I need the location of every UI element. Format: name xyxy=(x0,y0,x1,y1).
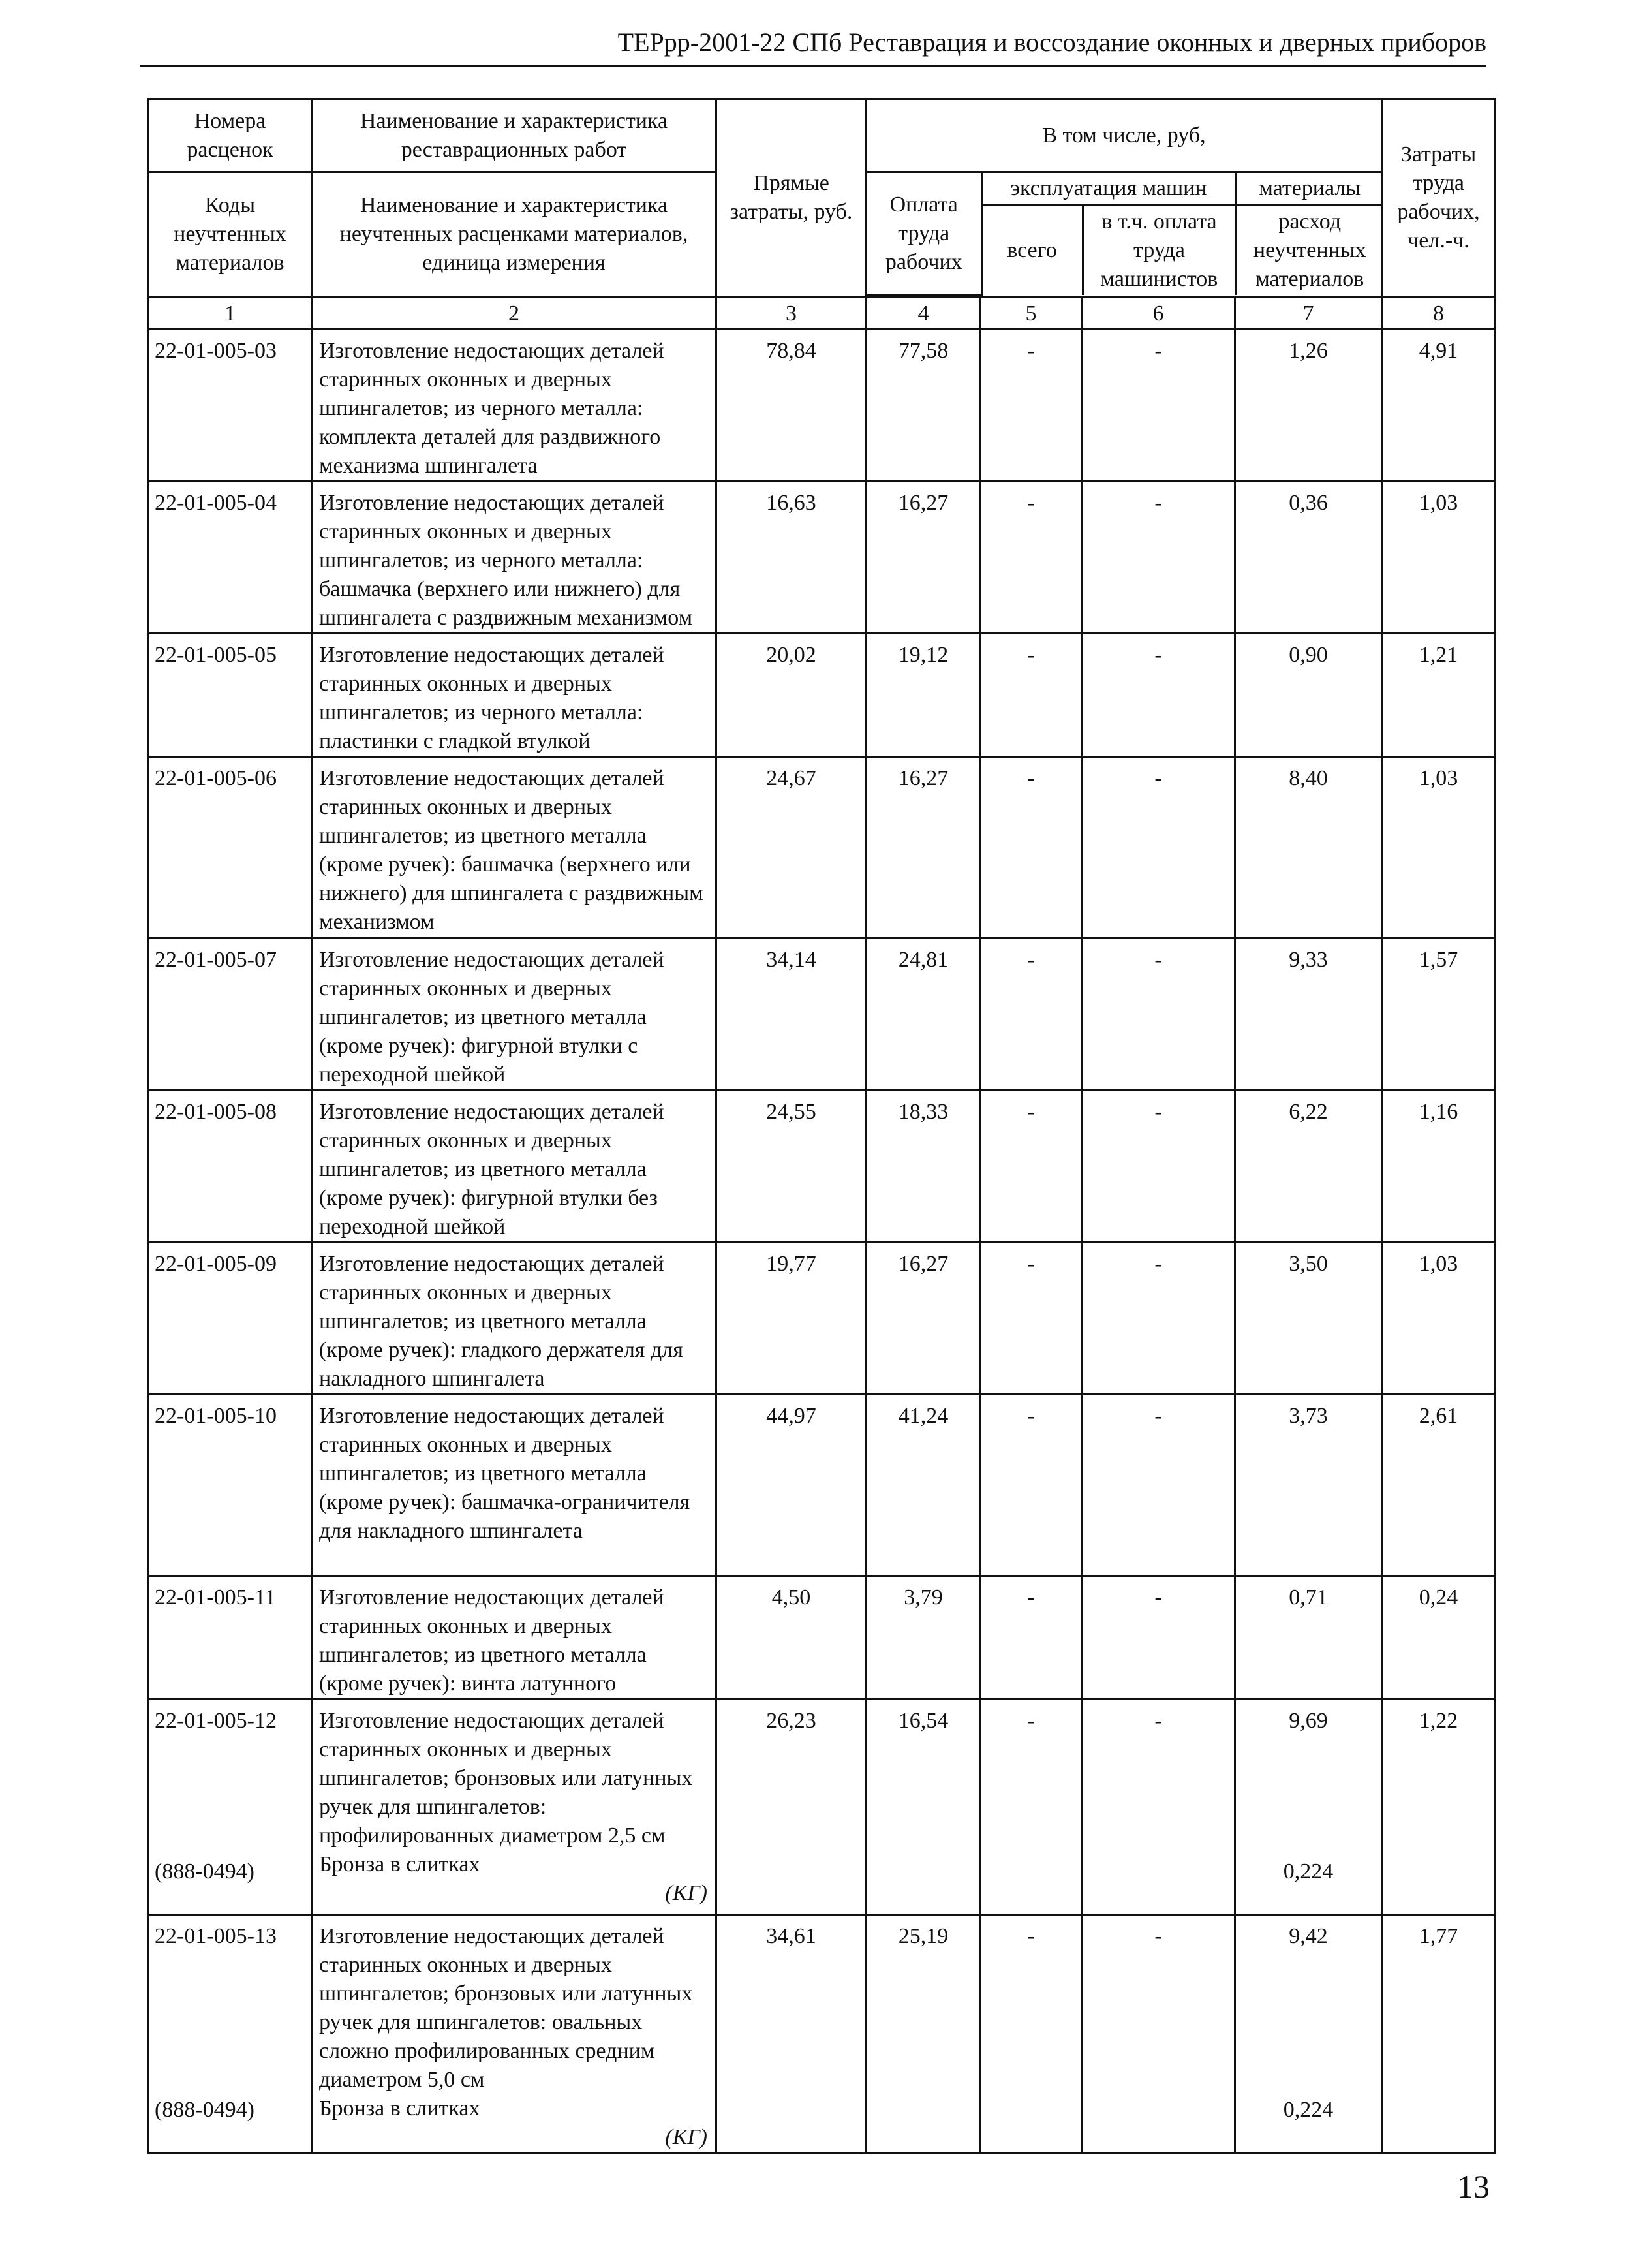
materials-cost-cell xyxy=(1235,1914,1382,2152)
rate-code-cell xyxy=(149,938,312,1090)
materials-cost-cell xyxy=(1235,633,1382,756)
worker-pay: 16,27 xyxy=(898,1251,949,1276)
machines-total-cell xyxy=(981,633,1082,756)
rate-code-cell xyxy=(149,481,312,633)
header-col1-bottom: Коды неучтенных материалов xyxy=(149,172,312,298)
worker-pay-cell xyxy=(867,481,981,633)
direct-costs: 78,84 xyxy=(766,338,816,363)
header-labor-hours: Затраты труда рабочих, чел.-ч. xyxy=(1382,99,1496,298)
worker-pay: 16,27 xyxy=(898,766,949,790)
machinist-pay: - xyxy=(1154,766,1162,790)
header-col2-bottom: Наименование и характеристика неучтенных расценками материалов, единица измерения xyxy=(312,172,716,298)
materials-cost-cell xyxy=(1235,481,1382,633)
material-code: (888-0494) xyxy=(155,2097,254,2122)
table-row xyxy=(149,1394,1496,1576)
machinist-pay: - xyxy=(1154,1099,1162,1124)
worker-pay-cell xyxy=(867,633,981,756)
machines-total: - xyxy=(1027,338,1035,363)
direct-costs-cell xyxy=(716,1394,867,1576)
worker-pay: 77,58 xyxy=(898,338,949,363)
rate-code: 22-01-005-05 xyxy=(155,642,277,667)
direct-costs-cell xyxy=(716,481,867,633)
machines-total-cell xyxy=(981,1699,1082,1914)
labor-hours: 1,03 xyxy=(1419,1251,1458,1276)
machines-total: - xyxy=(1027,1708,1035,1733)
table-row xyxy=(149,756,1496,938)
work-description: Изготовление недостающих деталей старинных оконных и дверных шпингалетов; из цветного металла (кроме ручек): фигурной втулки с переходной шейкой xyxy=(319,947,664,1087)
materials-cost: 9,42 xyxy=(1289,1923,1328,1948)
machines-total-cell xyxy=(981,756,1082,938)
material-name: Бронза в слитках xyxy=(319,2096,480,2120)
direct-costs-cell xyxy=(716,329,867,481)
work-description: Изготовление недостающих деталей старинных оконных и дверных шпингалетов; бронзовых или латунных ручек для шпингалетов: профилированных диаметром 2,5 см xyxy=(319,1708,693,1848)
rate-code-cell xyxy=(149,756,312,938)
work-description-cell xyxy=(312,1242,716,1394)
column-number: 5 xyxy=(981,297,1082,329)
machinist-pay: - xyxy=(1154,1923,1162,1948)
worker-pay: 41,24 xyxy=(898,1403,949,1428)
worker-pay: 3,79 xyxy=(904,1585,943,1609)
rate-code: 22-01-005-13 xyxy=(155,1923,277,1948)
work-description: Изготовление недостающих деталей старинных оконных и дверных шпингалетов; из цветного металла (кроме ручек): башмачка (верхнего или нижнего) для шпингалета с раздвижным механизмом xyxy=(319,766,703,934)
labor-hours-cell xyxy=(1382,633,1496,756)
work-description: Изготовление недостающих деталей старинных оконных и дверных шпингалетов; бронзовых или латунных ручек для шпингалетов: овальных сложно профилированных средним диаметром 5,0 см xyxy=(319,1923,693,2092)
work-description-cell xyxy=(312,633,716,756)
machines-total-cell xyxy=(981,1394,1082,1576)
work-description: Изготовление недостающих деталей старинных оконных и дверных шпингалетов; из цветного металла (кроме ручек): башмачка-ограничителя для накладного шпингалета xyxy=(319,1403,690,1543)
table-row xyxy=(149,1090,1496,1242)
labor-hours-cell xyxy=(1382,756,1496,938)
direct-costs: 4,50 xyxy=(771,1585,811,1609)
worker-pay: 16,54 xyxy=(898,1708,949,1733)
labor-hours-cell xyxy=(1382,938,1496,1090)
direct-costs: 26,23 xyxy=(766,1708,816,1733)
rate-code: 22-01-005-11 xyxy=(155,1585,276,1609)
labor-hours: 1,77 xyxy=(1419,1923,1458,1948)
machinist-pay-cell xyxy=(1082,481,1235,633)
materials-cost: 0,71 xyxy=(1289,1585,1328,1609)
materials-cost-cell xyxy=(1235,756,1382,938)
labor-hours: 1,03 xyxy=(1419,490,1458,515)
header-materials: материалы xyxy=(1236,173,1383,206)
labor-hours-cell xyxy=(1382,1242,1496,1394)
machines-total-cell xyxy=(981,329,1082,481)
work-description: Изготовление недостающих деталей старинных оконных и дверных шпингалетов; из черного металла: башмачка (верхнего или нижнего) для шпингалета с раздвижным механизмом xyxy=(319,490,693,630)
material-code: (888-0494) xyxy=(155,1859,254,1884)
work-description-cell xyxy=(312,756,716,938)
labor-hours-cell xyxy=(1382,1090,1496,1242)
column-number: 3 xyxy=(716,297,867,329)
machines-total: - xyxy=(1027,1923,1035,1948)
material-name: Бронза в слитках xyxy=(319,1852,480,1876)
material-quantity: 0,224 xyxy=(1283,1859,1334,1884)
direct-costs-cell xyxy=(716,1242,867,1394)
header-direct-costs: Прямые затраты, руб. xyxy=(716,99,867,298)
header-worker-pay: Оплата труда рабочих xyxy=(867,173,981,295)
rate-code-cell xyxy=(149,1699,312,1914)
rate-code: 22-01-005-04 xyxy=(155,490,277,515)
table-row xyxy=(149,329,1496,481)
direct-costs: 16,63 xyxy=(766,490,816,515)
material-unit: (КГ) xyxy=(665,1880,707,1905)
labor-hours-cell xyxy=(1382,481,1496,633)
header-unaccounted-materials: расход неучтенных материалов xyxy=(1236,206,1383,296)
material-quantity: 0,224 xyxy=(1283,2097,1334,2122)
machinist-pay-cell xyxy=(1082,1090,1235,1242)
labor-hours: 1,22 xyxy=(1419,1708,1458,1733)
labor-hours-cell xyxy=(1382,1576,1496,1699)
worker-pay: 16,27 xyxy=(898,490,949,515)
worker-pay: 25,19 xyxy=(898,1923,949,1948)
header-group: В том числе, руб, xyxy=(867,99,1382,172)
labor-hours: 1,57 xyxy=(1419,947,1458,972)
machinist-pay: - xyxy=(1154,338,1162,363)
materials-cost: 9,33 xyxy=(1289,947,1328,972)
work-description-cell xyxy=(312,1576,716,1699)
machines-total: - xyxy=(1027,1585,1035,1609)
work-description: Изготовление недостающих деталей старинных оконных и дверных шпингалетов; из черного металла: комплекта деталей для раздвижного механизма шпингалета xyxy=(319,338,664,478)
direct-costs: 24,67 xyxy=(766,766,816,790)
rate-code-cell xyxy=(149,1242,312,1394)
rate-code: 22-01-005-06 xyxy=(155,766,277,790)
materials-cost-cell xyxy=(1235,1242,1382,1394)
labor-hours: 0,24 xyxy=(1419,1585,1458,1609)
machines-total: - xyxy=(1027,490,1035,515)
rate-code: 22-01-005-10 xyxy=(155,1403,277,1428)
rate-code: 22-01-005-09 xyxy=(155,1251,277,1276)
work-description-cell xyxy=(312,1394,716,1576)
rate-code-cell xyxy=(149,1914,312,2152)
header-col2-top: Наименование и характеристика реставрационных работ xyxy=(312,99,716,172)
materials-cost-cell xyxy=(1235,329,1382,481)
machinist-pay-cell xyxy=(1082,1394,1235,1576)
rate-code: 22-01-005-07 xyxy=(155,947,277,972)
worker-pay-cell xyxy=(867,329,981,481)
machines-total: - xyxy=(1027,642,1035,667)
labor-hours-cell xyxy=(1382,1394,1496,1576)
page-number: 13 xyxy=(1457,2168,1490,2205)
labor-hours-cell xyxy=(1382,1699,1496,1914)
rate-code: 22-01-005-08 xyxy=(155,1099,277,1124)
machinist-pay: - xyxy=(1154,642,1162,667)
machinist-pay: - xyxy=(1154,490,1162,515)
rate-code-cell xyxy=(149,329,312,481)
machinist-pay: - xyxy=(1154,1708,1162,1733)
materials-cost-cell xyxy=(1235,938,1382,1090)
table-header xyxy=(149,99,1496,330)
rate-code: 22-01-005-03 xyxy=(155,338,277,363)
labor-hours: 1,03 xyxy=(1419,766,1458,790)
work-description: Изготовление недостающих деталей старинных оконных и дверных шпингалетов; из черного металла: пластинки с гладкой втулкой xyxy=(319,642,664,753)
machinist-pay: - xyxy=(1154,947,1162,972)
worker-pay: 19,12 xyxy=(898,642,949,667)
work-description: Изготовление недостающих деталей старинных оконных и дверных шпингалетов; из цветного металла (кроме ручек): винта латунного xyxy=(319,1585,664,1696)
rate-code-cell xyxy=(149,633,312,756)
materials-cost: 0,90 xyxy=(1289,642,1328,667)
machinist-pay: - xyxy=(1154,1403,1162,1428)
direct-costs-cell xyxy=(716,633,867,756)
direct-costs-cell xyxy=(716,938,867,1090)
materials-cost: 0,36 xyxy=(1289,490,1328,515)
materials-cost: 9,69 xyxy=(1289,1708,1328,1733)
header-machines-total: всего xyxy=(981,206,1083,296)
price-table xyxy=(147,98,1496,2154)
table-row xyxy=(149,938,1496,1090)
header-subgroup xyxy=(867,173,1383,296)
materials-cost-cell xyxy=(1235,1699,1382,1914)
machines-total: - xyxy=(1027,1251,1035,1276)
worker-pay-cell xyxy=(867,1394,981,1576)
labor-hours-cell xyxy=(1382,329,1496,481)
machinist-pay-cell xyxy=(1082,1699,1235,1914)
worker-pay: 18,33 xyxy=(898,1099,949,1124)
running-header: ТЕРрр-2001-22 СПб Реставрация и воссоздание оконных и дверных приборов xyxy=(140,26,1486,67)
labor-hours: 4,91 xyxy=(1419,338,1458,363)
material-unit: (КГ) xyxy=(665,2124,707,2149)
worker-pay-cell xyxy=(867,1576,981,1699)
materials-cost: 3,50 xyxy=(1289,1251,1328,1276)
direct-costs-cell xyxy=(716,756,867,938)
labor-hours: 1,16 xyxy=(1419,1099,1458,1124)
table-row xyxy=(149,481,1496,633)
direct-costs: 34,61 xyxy=(766,1923,816,1948)
machines-total-cell xyxy=(981,481,1082,633)
labor-hours: 2,61 xyxy=(1419,1403,1458,1428)
machines-total-cell xyxy=(981,938,1082,1090)
materials-cost-cell xyxy=(1235,1090,1382,1242)
work-description-cell xyxy=(312,1699,716,1914)
header-machinist-pay: в т.ч. оплата труда машинистов xyxy=(1083,206,1236,296)
machines-total: - xyxy=(1027,1099,1035,1124)
column-number: 2 xyxy=(312,297,716,329)
machines-total-cell xyxy=(981,1090,1082,1242)
machinist-pay-cell xyxy=(1082,1576,1235,1699)
table-row xyxy=(149,633,1496,756)
header-col1-top: Номера расценок xyxy=(149,99,312,172)
machines-total-cell xyxy=(981,1242,1082,1394)
labor-hours: 1,21 xyxy=(1419,642,1458,667)
materials-cost: 8,40 xyxy=(1289,766,1328,790)
direct-costs-cell xyxy=(716,1090,867,1242)
machines-total: - xyxy=(1027,1403,1035,1428)
machines-total-cell xyxy=(981,1914,1082,2152)
worker-pay-cell xyxy=(867,756,981,938)
column-number: 8 xyxy=(1382,297,1496,329)
direct-costs: 34,14 xyxy=(766,947,816,972)
table-row xyxy=(149,1699,1496,1914)
machines-total-cell xyxy=(981,1576,1082,1699)
work-description-cell xyxy=(312,481,716,633)
rate-code-cell xyxy=(149,1576,312,1699)
machines-total: - xyxy=(1027,766,1035,790)
header-machines: эксплуатация машин xyxy=(981,173,1236,206)
machinist-pay: - xyxy=(1154,1585,1162,1609)
worker-pay-cell xyxy=(867,1914,981,2152)
work-description-cell xyxy=(312,1090,716,1242)
worker-pay: 24,81 xyxy=(898,947,949,972)
work-description: Изготовление недостающих деталей старинных оконных и дверных шпингалетов; из цветного металла (кроме ручек): гладкого держателя для накладного шпингалета xyxy=(319,1251,683,1391)
rate-code-cell xyxy=(149,1394,312,1576)
machinist-pay-cell xyxy=(1082,633,1235,756)
column-number: 1 xyxy=(149,297,312,329)
work-description-cell xyxy=(312,938,716,1090)
table-body xyxy=(149,329,1496,2152)
materials-cost: 3,73 xyxy=(1289,1403,1328,1428)
column-number: 6 xyxy=(1082,297,1235,329)
column-number: 4 xyxy=(867,297,981,329)
column-number: 7 xyxy=(1235,297,1382,329)
labor-hours-cell xyxy=(1382,1914,1496,2152)
materials-cost: 1,26 xyxy=(1289,338,1328,363)
direct-costs: 20,02 xyxy=(766,642,816,667)
worker-pay-cell xyxy=(867,1090,981,1242)
materials-cost: 6,22 xyxy=(1289,1099,1328,1124)
machinist-pay-cell xyxy=(1082,1914,1235,2152)
machinist-pay-cell xyxy=(1082,938,1235,1090)
direct-costs-cell xyxy=(716,1914,867,2152)
worker-pay-cell xyxy=(867,1242,981,1394)
worker-pay-cell xyxy=(867,1699,981,1914)
machines-total: - xyxy=(1027,947,1035,972)
direct-costs-cell xyxy=(716,1576,867,1699)
column-number-row xyxy=(149,297,1496,329)
work-description-cell xyxy=(312,329,716,481)
machinist-pay: - xyxy=(1154,1251,1162,1276)
table-row xyxy=(149,1576,1496,1699)
direct-costs: 44,97 xyxy=(766,1403,816,1428)
materials-cost-cell xyxy=(1235,1394,1382,1576)
direct-costs: 19,77 xyxy=(766,1251,816,1276)
materials-cost-cell xyxy=(1235,1576,1382,1699)
rate-code: 22-01-005-12 xyxy=(155,1708,277,1733)
table-row xyxy=(149,1242,1496,1394)
rate-code-cell xyxy=(149,1090,312,1242)
machinist-pay-cell xyxy=(1082,329,1235,481)
direct-costs: 24,55 xyxy=(766,1099,816,1124)
table-row xyxy=(149,1914,1496,2152)
worker-pay-cell xyxy=(867,938,981,1090)
direct-costs-cell xyxy=(716,1699,867,1914)
work-description-cell xyxy=(312,1914,716,2152)
work-description: Изготовление недостающих деталей старинных оконных и дверных шпингалетов; из цветного металла (кроме ручек): фигурной втулки без переходной шейкой xyxy=(319,1099,664,1239)
machinist-pay-cell xyxy=(1082,756,1235,938)
machinist-pay-cell xyxy=(1082,1242,1235,1394)
